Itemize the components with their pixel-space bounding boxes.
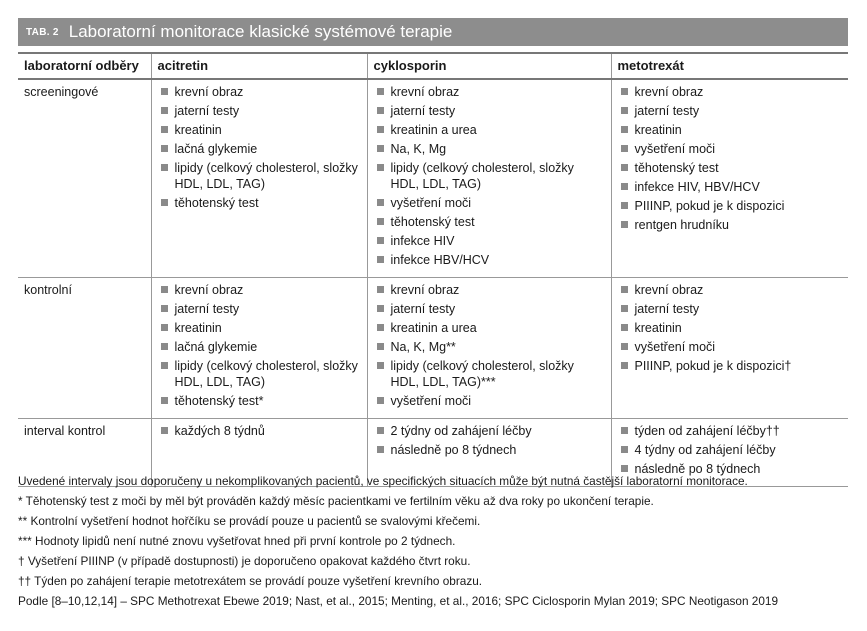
row-label: interval kontrol [18,419,151,487]
test-item: lipidy (celkový cholesterol, složky HDL, LDL, TAG) [374,160,605,192]
test-list [374,423,605,458]
test-item: infekce HIV [374,233,605,249]
row-label: screeningové [18,79,151,278]
cell-methotrexate [611,79,848,278]
test-item: kreatinin [618,320,843,336]
test-item: PIIINP, pokud je k dispozici [618,198,843,214]
header-methotrexate: metotrexát [611,53,848,79]
test-list [374,282,605,409]
test-item: jaterní testy [158,103,361,119]
test-item: jaterní testy [374,103,605,119]
test-item: Na, K, Mg** [374,339,605,355]
cell-cyclosporin [367,79,611,278]
table-row [18,278,848,419]
test-item: kreatinin [158,320,361,336]
footnote: * Těhotenský test z moči by měl být prováděn každý měsíc pacientkami ve fertilním věku až dva roky po ukončení terapie. [18,494,654,508]
table-title: Laboratorní monitorace klasické systémové terapie [68,22,453,41]
test-item: kreatinin a urea [374,122,605,138]
test-item: krevní obraz [158,84,361,100]
test-item: krevní obraz [374,84,605,100]
cell-acitretin [151,278,367,419]
test-item: každých 8 týdnů [158,423,361,439]
test-item: kreatinin [618,122,843,138]
test-item: těhotenský test [158,195,361,211]
test-item: následně po 8 týdnech [618,461,843,477]
test-item: vyšetření moči [374,393,605,409]
table-row [18,79,848,278]
footnotes [18,474,848,614]
header-row [18,53,848,79]
test-item: jaterní testy [158,301,361,317]
test-item: jaterní testy [374,301,605,317]
test-item: těhotenský test [374,214,605,230]
test-item: infekce HBV/HCV [374,252,605,268]
header-acitretin: acitretin [151,53,367,79]
test-item: krevní obraz [158,282,361,298]
footnote: *** Hodnoty lipidů není nutné znovu vyšetřovat hned při první kontrole po 2 týdnech. [18,534,456,548]
test-item: lipidy (celkový cholesterol, složky HDL, LDL, TAG) [158,358,361,390]
row-label: kontrolní [18,278,151,419]
test-item: jaterní testy [618,301,843,317]
test-item: kreatinin a urea [374,320,605,336]
test-item: lipidy (celkový cholesterol, složky HDL, LDL, TAG)*** [374,358,605,390]
table-title-bar [18,18,848,46]
test-item: týden od zahájení léčby†† [618,423,843,439]
test-item: vyšetření moči [618,141,843,157]
test-item: vyšetření moči [618,339,843,355]
test-item: těhotenský test [618,160,843,176]
source-citation: Podle [8–10,12,14] – SPC Methotrexat Ebewe 2019; Nast, et al., 2015; Menting, et al., 2016; SPC Ciclosporin Mylan 2019; SPC Neotigason 2019 [18,594,779,608]
footnote: †† Týden po zahájení terapie metotrexátem se provádí pouze vyšetření krevního obrazu. [18,574,483,588]
test-list [618,84,843,233]
header-cyclosporin: cyklosporin [367,53,611,79]
test-list [618,282,843,374]
test-list [158,84,361,211]
test-item: 4 týdny od zahájení léčby [618,442,843,458]
test-item: vyšetření moči [374,195,605,211]
test-item: rentgen hrudníku [618,217,843,233]
test-item: těhotenský test* [158,393,361,409]
footnote: † Vyšetření PIIINP (v případě dostupnosti) je doporučeno opakovat každého čtvrt roku. [18,554,471,568]
cell-cyclosporin [367,278,611,419]
test-item: lačná glykemie [158,141,361,157]
footnote: Uvedené intervaly jsou doporučeny u nekomplikovaných pacientů, ve specifických situacích může být nutná častější laboratorní monitorace. [18,474,748,488]
test-list [618,423,843,477]
test-list [158,282,361,409]
test-item: lačná glykemie [158,339,361,355]
test-item: 2 týdny od zahájení léčby [374,423,605,439]
test-item: jaterní testy [618,103,843,119]
table-number: TAB. 2 [26,26,59,38]
test-item: kreatinin [158,122,361,138]
cell-acitretin [151,79,367,278]
test-item: krevní obraz [618,84,843,100]
header-lab-tests: laboratorní odběry [18,53,151,79]
test-item: krevní obraz [374,282,605,298]
test-item: následně po 8 týdnech [374,442,605,458]
test-item: infekce HIV, HBV/HCV [618,179,843,195]
table-body [18,79,848,487]
test-item: krevní obraz [618,282,843,298]
cell-methotrexate [611,278,848,419]
test-list [158,423,361,439]
test-list [374,84,605,268]
footnote: ** Kontrolní vyšetření hodnot hořčíku se provádí pouze u pacientů se svalovými křečemi. [18,514,481,528]
test-item: lipidy (celkový cholesterol, složky HDL, LDL, TAG) [158,160,361,192]
test-item: PIIINP, pokud je k dispozici† [618,358,843,374]
test-item: Na, K, Mg [374,141,605,157]
lab-monitoring-table [18,52,848,487]
